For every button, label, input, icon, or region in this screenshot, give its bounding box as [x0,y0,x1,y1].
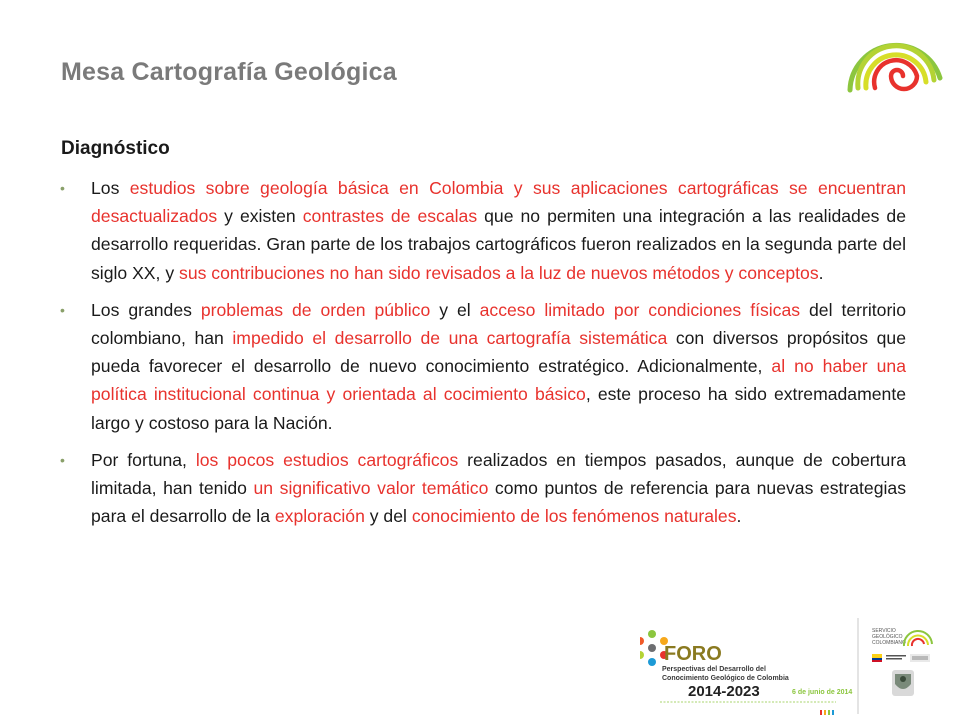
sgc-line1: SERVICIO [872,628,896,634]
body-text: que no permiten una integración a las realidades de desarrollo requeridas. Gran parte de los trabajos cartográficos fueron realizados en la segunda parte del siglo XX, y [91,206,906,283]
highlighted-text: problemas de orden público [200,299,431,320]
bullet-list [60,174,906,539]
coat-of-arms-icon [892,670,914,696]
foro-word: FORO [664,643,722,665]
body-text: y existen [217,206,303,227]
bullet-item [60,446,906,531]
bullet-marker: • [60,451,65,468]
body-text: . [736,506,742,527]
highlighted-text: contrastes de escalas [302,206,478,227]
body-text: . [818,262,824,283]
highlighted-text: acceso limitado por condiciones físicas [479,299,801,320]
body-text: como puntos de referencia para nuevas estrategias para el desarrollo de la [91,478,906,527]
highlighted-text: los pocos estudios cartográficos [195,449,459,470]
bullet-marker: • [60,180,65,196]
body-text: Los grandes [91,299,201,320]
highlighted-text: conocimiento de los fenómenos naturales [411,506,737,527]
body-text: , este proceso ha sido extremadamente largo y costoso para la Nación. [91,384,906,433]
spiral-logo-icon [842,14,946,96]
section-heading: Diagnóstico [61,138,170,159]
highlighted-text: impedido el desarrollo de una cartografía sistemática [232,328,668,349]
spiral-logo-icon [904,631,932,646]
highlighted-text: estudios sobre geología básica en Colombia y sus aplicaciones cartográficas se encuentran desactualizados [91,178,906,227]
foro-subtitle-line2: Conocimiento Geológico de Colombia [662,675,789,682]
bullet-marker: • [60,301,65,318]
highlighted-text: al no haber una política institucional continua y orientada al cocimiento básico [91,356,906,405]
foro-years: 2014-2023 [688,683,760,700]
colombia-flag-icon [872,654,930,662]
bullet-item [60,174,906,287]
body-text: realizados en tiempos pasados, aunque de cobertura limitada, han tenido [91,449,906,499]
body-text: Los [91,178,130,198]
sgc-line2: GEOLÓGICO [872,634,903,640]
bullet-item [60,296,906,437]
foro-subtitle-line1: Perspectivas del Desarrollo del [662,666,766,673]
highlighted-text: un significativo valor temático [253,478,489,499]
page-title: Mesa Cartografía Geológica [61,58,397,86]
body-text: y del [364,506,412,527]
body-text: Por fortuna, [91,449,196,470]
body-text: del territorio colombiano, han [91,299,906,349]
body-text: y el [430,299,480,320]
highlighted-text: exploración [274,506,365,527]
body-text: con diversos propósitos que pueda favorecer el desarrollo de nuevo conocimiento estratégico. Adicionalmente, [91,328,907,377]
highlighted-text: sus contribuciones no han sido revisados a la luz de nuevos métodos y conceptos [179,262,819,283]
foro-date: 6 de junio de 2014 [792,689,853,696]
footer-branding [640,614,956,718]
sgc-line3: COLOMBIANO [872,640,906,646]
